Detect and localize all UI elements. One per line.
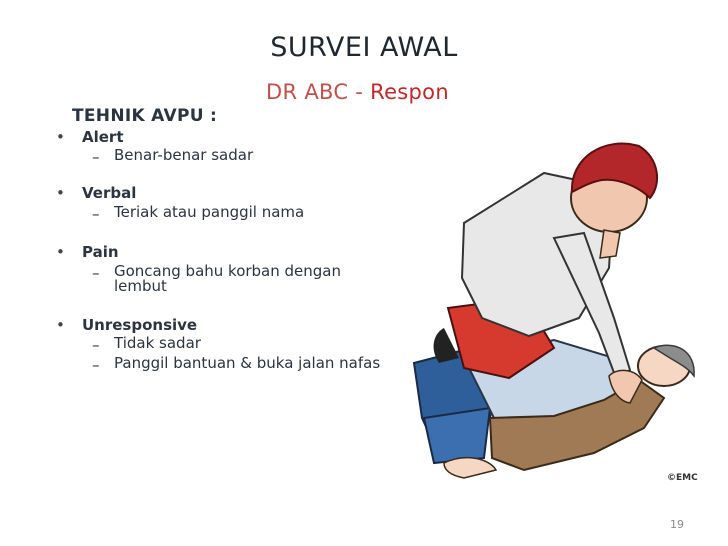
bullet-marker: • (56, 243, 65, 261)
sub-item-text: Panggil bantuan & buka jalan nafas (114, 354, 381, 372)
bullet-marker: • (56, 316, 65, 334)
sub-marker: – (92, 336, 100, 354)
sub-item-text: Tidak sadar (114, 334, 201, 352)
page-number: 19 (670, 518, 684, 531)
bullet-label: Verbal (82, 184, 137, 202)
sub-marker: – (92, 356, 100, 374)
slide-subtitle (266, 80, 449, 104)
bullet-marker: • (56, 184, 65, 202)
sub-item-text: Benar-benar sadar (114, 146, 254, 164)
bullet-label: Pain (82, 243, 119, 261)
bullet-marker: • (56, 128, 65, 146)
first-aid-illustration (404, 118, 704, 498)
sub-marker: – (92, 205, 100, 223)
sub-marker: – (92, 264, 100, 282)
bullet-label: Alert (82, 128, 124, 146)
sub-marker: – (92, 148, 100, 166)
section-heading: TEHNIK AVPU : (72, 106, 218, 126)
slide-title: SURVEI AWAL (270, 32, 458, 63)
sub-item-text: Goncang bahu korban dengan lembut (114, 262, 341, 295)
subtitle-emphasis: Respon (370, 80, 449, 104)
bullet-label: Unresponsive (82, 316, 198, 334)
subtitle-prefix: DR ABC - (266, 80, 364, 104)
sub-item-text: Teriak atau panggil nama (114, 203, 305, 221)
illustration-credit: ©EMC (667, 473, 698, 483)
